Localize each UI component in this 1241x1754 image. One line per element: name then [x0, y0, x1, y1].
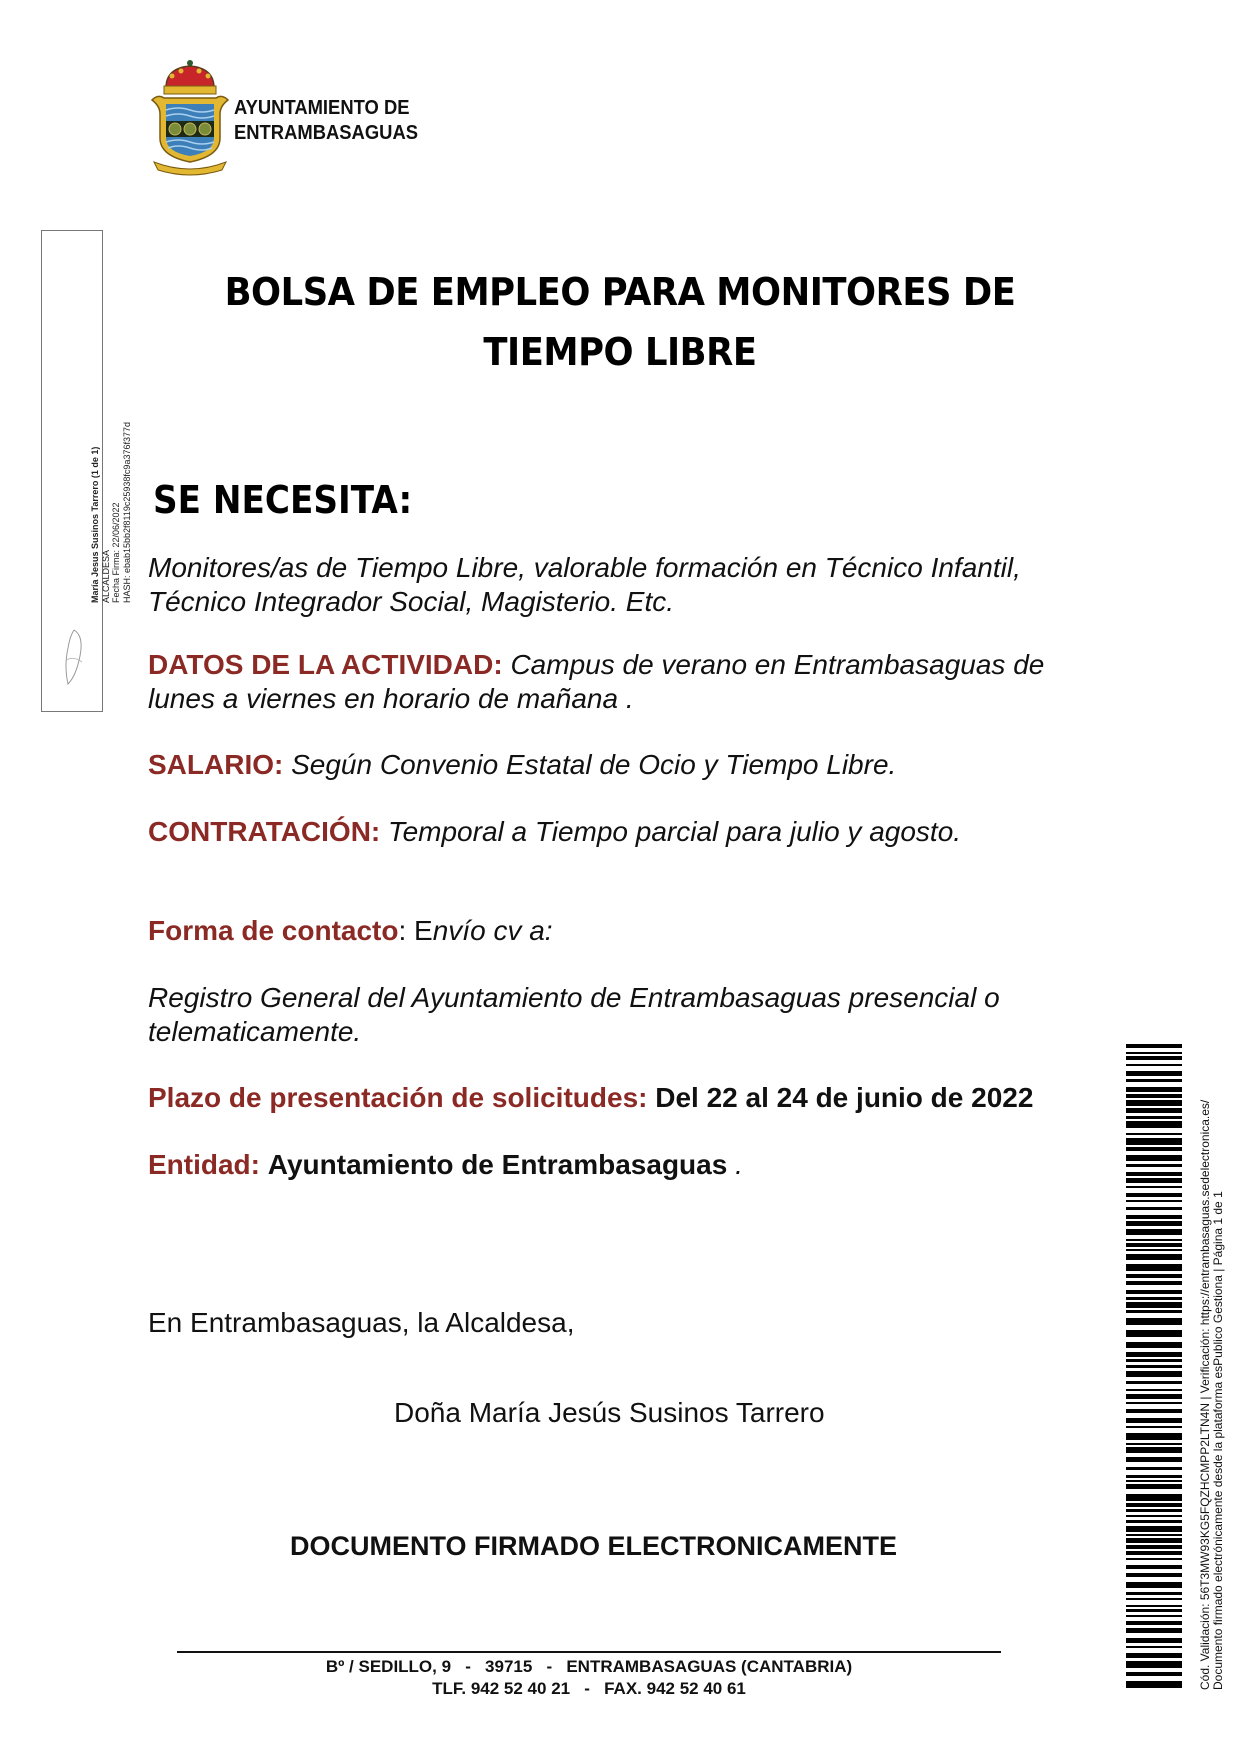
barcode-bar	[1126, 1509, 1182, 1512]
barcode-bar	[1126, 1274, 1182, 1278]
validation-barcode	[1126, 1044, 1182, 1694]
barcode-bar	[1126, 1056, 1182, 1060]
barcode-bar	[1126, 1592, 1182, 1595]
barcode-bar	[1126, 1193, 1182, 1197]
barcode-bar	[1126, 1221, 1182, 1226]
entidad-dot: .	[735, 1149, 743, 1180]
barcode-bar	[1126, 1582, 1182, 1588]
barcode-bar	[1126, 1330, 1182, 1337]
stamp-date: Fecha Firma: 22/06/2022	[111, 502, 121, 603]
entidad-text: Ayuntamiento de Entrambasaguas	[267, 1149, 728, 1180]
salario-text: Según Convenio Estatal de Ocio y Tiempo Libre.	[291, 749, 897, 780]
barcode-bar	[1126, 1381, 1182, 1384]
barcode-bar	[1126, 1515, 1182, 1517]
barcode-bar	[1126, 1484, 1182, 1489]
barcode-bar	[1126, 1359, 1182, 1362]
barcode-bar	[1126, 1598, 1182, 1600]
barcode-bar	[1126, 1615, 1182, 1617]
barcode-bar	[1126, 1534, 1182, 1536]
stamp-signer: María Jesus Susinos Tarrero (1 de 1)	[90, 446, 100, 603]
barcode-bar	[1126, 1480, 1182, 1482]
barcode-bar	[1126, 1302, 1182, 1308]
contacto-text: nvío cv a:	[432, 915, 553, 946]
barcode-bar	[1126, 1264, 1182, 1271]
lugar-paragraph: En Entrambasaguas, la Alcaldesa,	[148, 1307, 575, 1338]
barcode-bar	[1126, 1186, 1182, 1188]
barcode-bar	[1126, 1605, 1182, 1607]
footer-divider	[177, 1651, 1001, 1653]
barcode-bar	[1126, 1573, 1182, 1577]
barcode-bar	[1126, 1342, 1182, 1348]
footer-phones: TLF. 942 52 40 21 - FAX. 942 52 40 61	[432, 1679, 746, 1698]
barcode-bar	[1126, 1100, 1182, 1106]
stamp-role: ALCALDESA	[100, 549, 111, 603]
verification-text	[1199, 1100, 1225, 1690]
barcode-bar	[1126, 1052, 1182, 1054]
contratacion-text: Temporal a Tiempo parcial para julio y agosto.	[388, 816, 962, 847]
firmante-name: Doña María Jesús Susinos Tarrero	[394, 1397, 825, 1428]
barcode-bar	[1126, 1215, 1182, 1219]
contacto-e: E	[414, 915, 433, 946]
datos-text: Campus de verano en Entrambasaguas de lunes a viernes en horario de mañana .	[148, 649, 1045, 714]
barcode-bar	[1126, 1108, 1182, 1113]
stamp-hash: HASH: ebab15bb2f8119c25938fc9a376f377d	[121, 422, 132, 603]
stamp-text	[90, 422, 132, 603]
verification-line-2: Documento firmado electrónicamente desde la plataforma esPublico Gestiona | Página 1 de 1	[1211, 1191, 1225, 1690]
page-title-line-1: BOLSA DE EMPLEO PARA MONITORES DE	[224, 270, 1016, 314]
barcode-bar	[1126, 1565, 1182, 1569]
barcode-bar	[1126, 1155, 1182, 1161]
barcode-bar	[1126, 1609, 1182, 1612]
registro-paragraph: Registro General del Ayuntamiento de Entrambasaguas presencial o telematicamente.	[148, 982, 1000, 1047]
logo-line-2: ENTRAMBASAGUAS	[234, 122, 418, 144]
datos-actividad-paragraph	[148, 648, 1098, 716]
barcode-bar	[1126, 1545, 1182, 1549]
barcode-bar	[1126, 1172, 1182, 1176]
contacto-label: Forma de contacto	[148, 915, 399, 946]
barcode-bar	[1126, 1133, 1182, 1135]
plazo-paragraph	[148, 1081, 1098, 1115]
barcode-bar	[1126, 1121, 1182, 1128]
logo-line-1: AYUNTAMIENTO DE	[234, 97, 410, 119]
barcode-bar	[1126, 1239, 1182, 1241]
salario-paragraph	[148, 748, 1098, 782]
plazo-text: Del 22 al 24 de junio de 2022	[655, 1082, 1034, 1113]
barcode-bar	[1126, 1365, 1182, 1368]
barcode-bar	[1126, 1064, 1182, 1066]
barcode-bar	[1126, 1394, 1182, 1399]
barcode-bar	[1126, 1503, 1182, 1507]
entidad-paragraph	[148, 1148, 1098, 1182]
barcode-bar	[1126, 1044, 1182, 1048]
monitores-paragraph: Monitores/as de Tiempo Libre, valorable formación en Técnico Infantil, Técnico Integrador Social, Magisterio. Etc.	[148, 552, 1021, 617]
barcode-bar	[1126, 1200, 1182, 1202]
salario-label: SALARIO:	[148, 749, 284, 780]
barcode-bar	[1126, 1318, 1182, 1325]
barcode-bar	[1126, 1457, 1182, 1462]
handwritten-signature-icon	[54, 626, 94, 688]
barcode-bar	[1126, 1672, 1182, 1676]
barcode-bar	[1126, 1079, 1182, 1082]
logo-text	[234, 96, 418, 146]
barcode-bar	[1126, 1207, 1182, 1210]
barcode-bar	[1126, 1352, 1182, 1357]
plazo-label: Plazo de presentación de solicitudes:	[148, 1082, 648, 1113]
entidad-label: Entidad:	[148, 1149, 260, 1180]
municipal-logo	[148, 58, 438, 176]
contacto-colon: :	[398, 915, 407, 946]
datos-label: DATOS DE LA ACTIVIDAD:	[148, 649, 503, 680]
barcode-bar	[1126, 1281, 1182, 1285]
barcode-bar	[1126, 1447, 1182, 1453]
barcode-bar	[1126, 1229, 1182, 1235]
barcode-bar	[1126, 1389, 1182, 1391]
barcode-bar	[1126, 1426, 1182, 1428]
barcode-bar	[1126, 1681, 1182, 1688]
barcode-bar	[1126, 1418, 1182, 1423]
barcode-bar	[1126, 1538, 1182, 1543]
barcode-bar	[1126, 1628, 1182, 1633]
page-title-line-2: TIEMPO LIBRE	[483, 330, 757, 374]
barcode-bar	[1126, 1297, 1182, 1300]
contacto-paragraph	[148, 914, 1098, 948]
barcode-bar	[1126, 1164, 1182, 1167]
barcode-bar	[1126, 1520, 1182, 1523]
barcode-bar	[1126, 1290, 1182, 1294]
barcode-bar	[1126, 1551, 1182, 1555]
barcode-bar	[1126, 1443, 1182, 1445]
barcode-bar	[1126, 1646, 1182, 1648]
verification-line-1: Cód. Validación: 56T3MW93KG5FQZHCMPP2LTN4N | Verificación: https://entrambasaguas.sedelectronica.es/	[1198, 1099, 1212, 1690]
barcode-bar	[1126, 1254, 1182, 1260]
barcode-bar	[1126, 1087, 1182, 1092]
barcode-bar	[1126, 1178, 1182, 1183]
barcode-bar	[1126, 1138, 1182, 1145]
barcode-bar	[1126, 1526, 1182, 1532]
barcode-bar	[1126, 1409, 1182, 1413]
coat-of-arms-icon	[148, 58, 232, 176]
barcode-bar	[1126, 1558, 1182, 1560]
documento-firmado-label: DOCUMENTO FIRMADO ELECTRONICAMENTE	[290, 1531, 897, 1561]
se-necesita-heading: SE NECESITA:	[153, 478, 413, 522]
barcode-bar	[1126, 1310, 1182, 1313]
barcode-bar	[1126, 1433, 1182, 1440]
signature-stamp	[41, 230, 132, 712]
barcode-bar	[1126, 1371, 1182, 1377]
barcode-bar	[1126, 1249, 1182, 1251]
contratacion-paragraph	[148, 815, 1098, 849]
barcode-bar	[1126, 1071, 1182, 1076]
barcode-bar	[1126, 1475, 1182, 1478]
footer-address: Bº / SEDILLO, 9 - 39715 - ENTRAMBASAGUAS (CANTABRIA)	[325, 1657, 853, 1676]
barcode-bar	[1126, 1661, 1182, 1668]
barcode-bar	[1126, 1638, 1182, 1643]
barcode-bar	[1126, 1494, 1182, 1501]
barcode-bar	[1126, 1147, 1182, 1151]
barcode-bar	[1126, 1653, 1182, 1658]
barcode-bar	[1126, 1243, 1182, 1247]
barcode-bar	[1126, 1467, 1182, 1470]
barcode-bar	[1126, 1402, 1182, 1404]
barcode-bar	[1126, 1094, 1182, 1098]
contratacion-label: CONTRATACIÓN:	[148, 816, 381, 847]
barcode-bar	[1126, 1621, 1182, 1625]
barcode-bar	[1126, 1116, 1182, 1119]
